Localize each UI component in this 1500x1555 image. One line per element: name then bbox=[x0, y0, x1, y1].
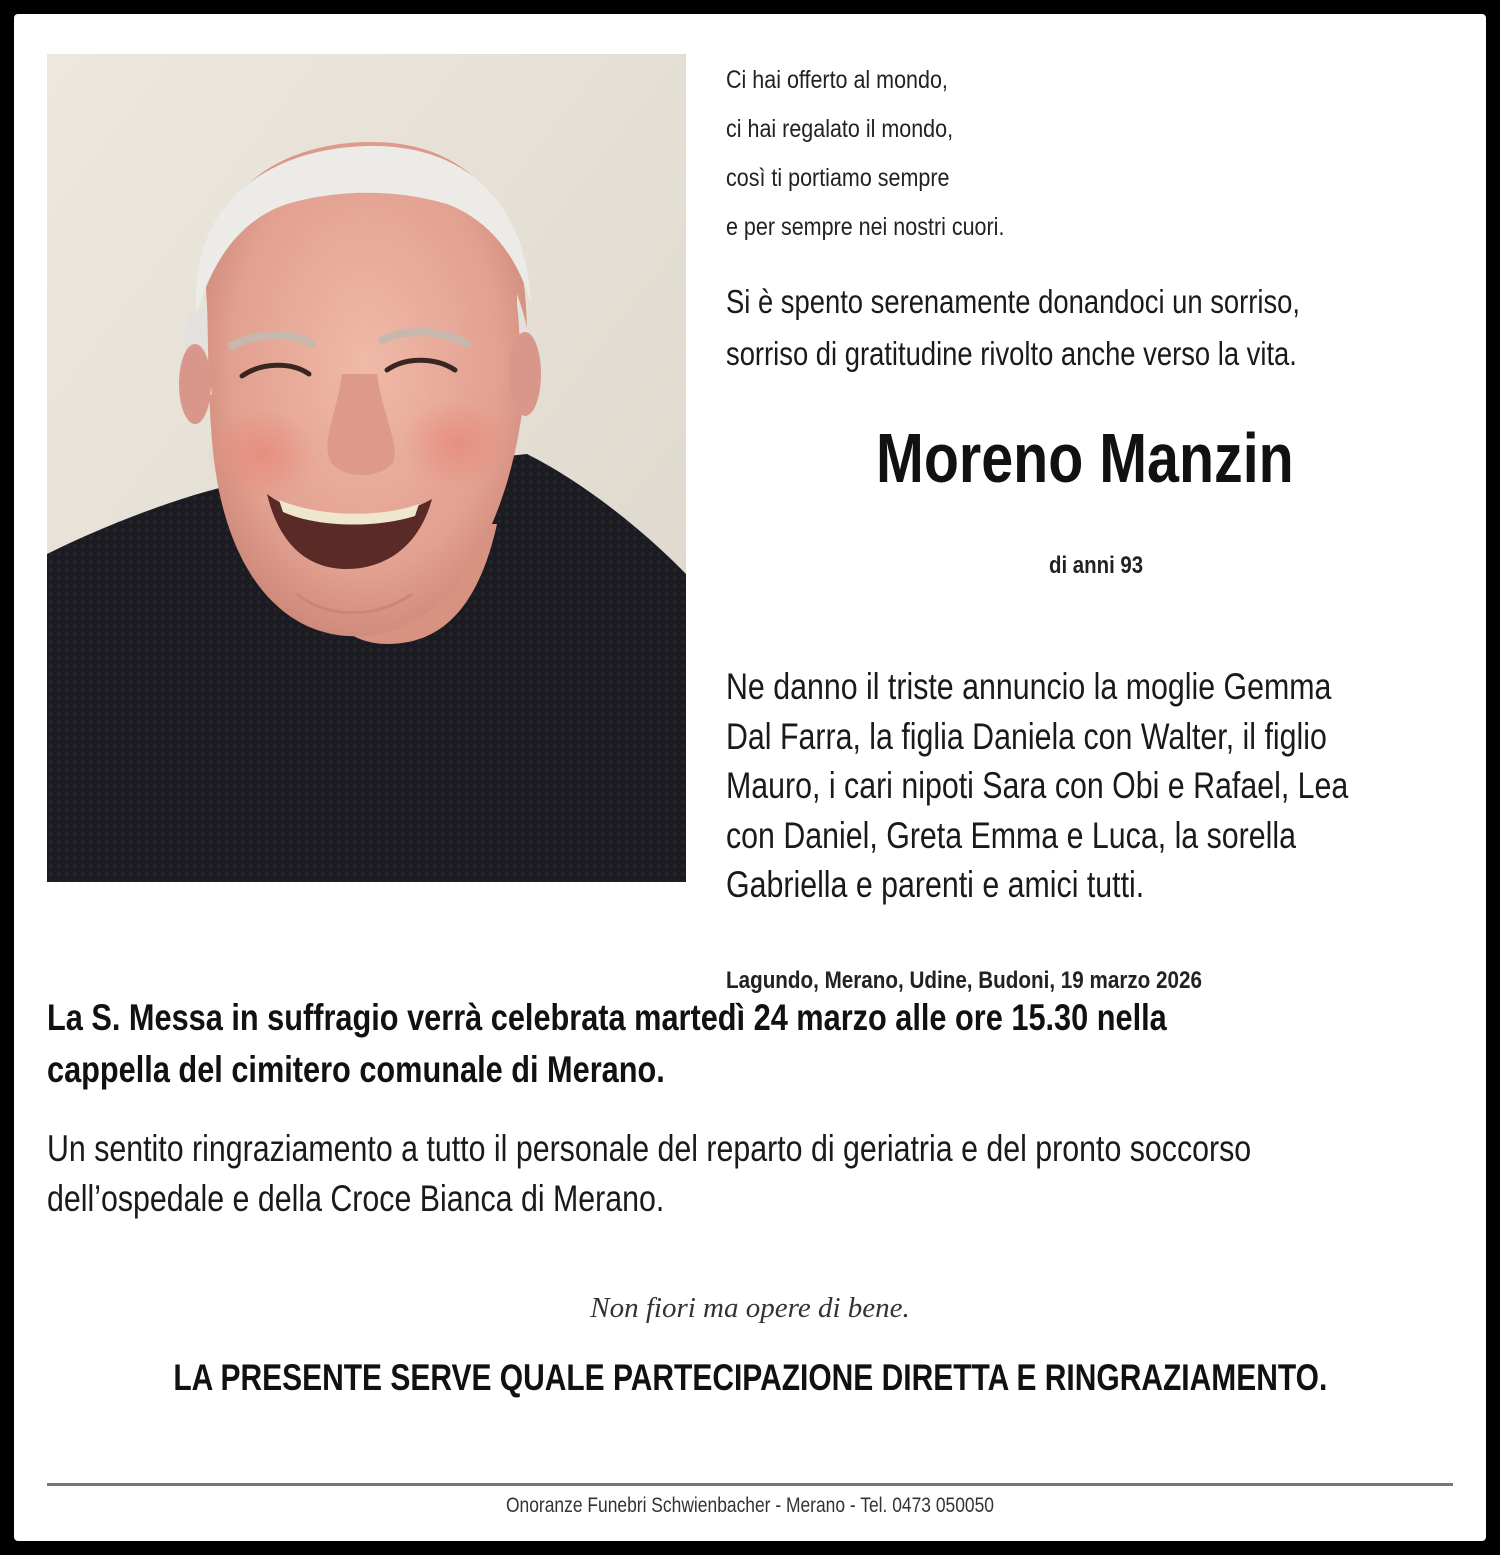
mass-line: La S. Messa in suffragio verrà celebrata martedì 24 marzo alle ore 15.30 nella bbox=[47, 997, 1167, 1038]
deceased-name: Moreno Manzin bbox=[876, 419, 1294, 497]
poem-line: e per sempre nei nostri cuori. bbox=[726, 213, 1005, 241]
announcement-line: Dal Farra, la figlia Daniela con Walter, il figlio bbox=[726, 715, 1327, 757]
announcement-line: con Daniel, Greta Emma e Luca, la sorella bbox=[726, 814, 1296, 856]
footer-text: Onoranze Funebri Schwienbacher - Merano - Tel. 0473 050050 bbox=[505, 1494, 995, 1517]
place-date: Lagundo, Merano, Udine, Budoni, 19 marzo 2026 bbox=[726, 967, 1202, 994]
poem-line: così ti portiamo sempre bbox=[726, 164, 950, 192]
closing-text: LA PRESENTE SERVE QUALE PARTECIPAZIONE DIRETTA E RINGRAZIAMENTO. bbox=[173, 1357, 1327, 1398]
thanks-line: dell’ospedale e della Croce Bianca di Merano. bbox=[47, 1178, 665, 1219]
footer bbox=[14, 1491, 1486, 1521]
deceased-age: di anni 93 bbox=[1049, 552, 1144, 579]
obituary-notice bbox=[14, 14, 1486, 1541]
poem-line: ci hai regalato il mondo, bbox=[726, 115, 954, 143]
thanks-line: Un sentito ringraziamento a tutto il personale del reparto di geriatria e del pronto soccorso bbox=[47, 1128, 1252, 1169]
intro-text bbox=[726, 276, 1300, 380]
footer-divider bbox=[47, 1483, 1453, 1486]
flowers-note: Non fiori ma opere di bene. bbox=[590, 1292, 910, 1324]
portrait-photo bbox=[47, 54, 686, 882]
portrait-image bbox=[47, 54, 686, 882]
announcement-line: Gabriella e parenti e amici tutti. bbox=[726, 864, 1145, 905]
thanks-text bbox=[47, 1124, 1251, 1224]
announcement-text bbox=[726, 662, 1348, 910]
mass-announcement bbox=[47, 992, 1167, 1096]
poem-line: Ci hai offerto al mondo, bbox=[726, 66, 948, 94]
announcement-line: Ne danno il triste annuncio la moglie Gemma bbox=[726, 666, 1332, 707]
intro-line: Si è spento serenamente donandoci un sorriso, bbox=[726, 283, 1301, 320]
poem bbox=[726, 56, 1004, 252]
intro-line: sorriso di gratitudine rivolto anche verso la vita. bbox=[726, 335, 1297, 372]
mass-line: cappella del cimitero comunale di Merano. bbox=[47, 1049, 665, 1090]
announcement-line: Mauro, i cari nipoti Sara con Obi e Rafael, Lea bbox=[726, 765, 1349, 806]
closing-statement bbox=[14, 1354, 1486, 1402]
